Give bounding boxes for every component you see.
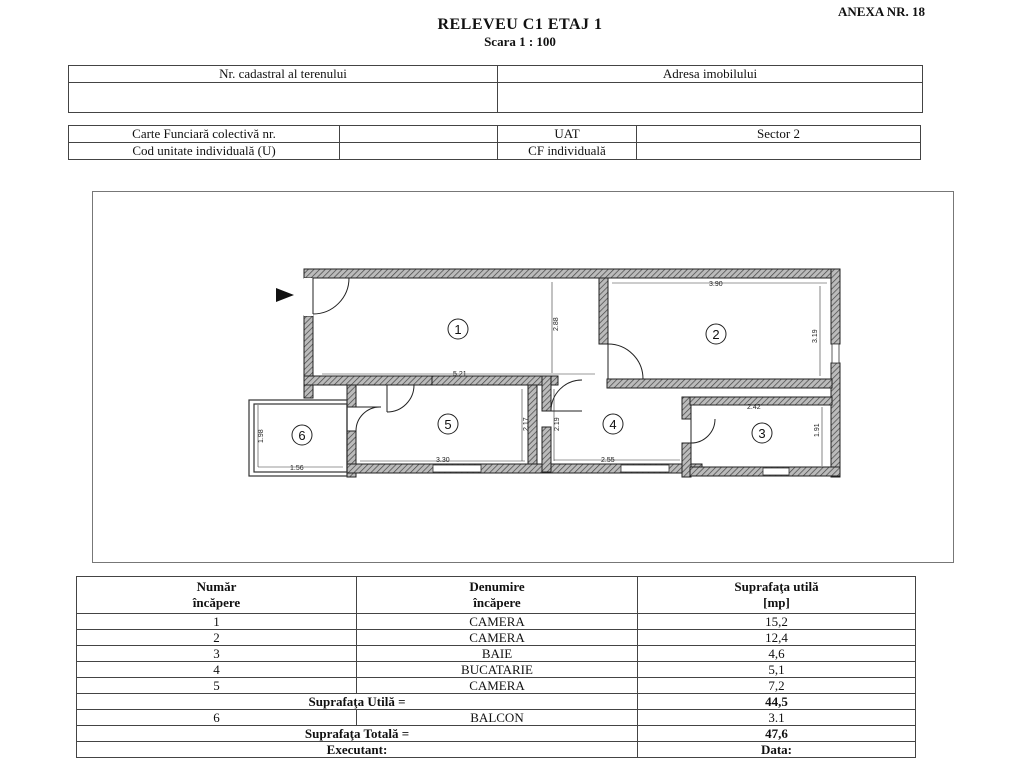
dim-room1-width: 5.21 [453,371,467,378]
registry-table [68,125,921,160]
carte-funciara-value [340,126,498,143]
wall-room1-room2 [599,278,608,344]
cf-individuala-label: CF individuală [498,143,637,160]
room-2-label: 2 [712,327,720,342]
header-name: Denumire încăpere [357,577,638,614]
wall-room4-left-lower [542,427,551,472]
floor-plan [92,191,952,561]
cf-individuala-value [637,143,921,160]
dim-room6-width: 1.56 [290,465,304,472]
total-area-row: Suprafaţa Totală = 47,6 [77,726,916,742]
table-row: 4 BUCATARIE 5,1 [77,662,916,678]
window-room4 [621,465,669,472]
cadastral-value [69,83,498,113]
address-value [498,83,923,113]
rooms-table [76,576,916,758]
table-row: 3 BAIE 4,6 [77,646,916,662]
annex-number: ANEXA NR. 18 [838,4,926,19]
scale-label: Scara 1 : 100 [484,34,556,49]
uat-label: UAT [498,126,637,143]
table-row: 1 CAMERA 15,2 [77,614,916,630]
room-4-label: 4 [609,417,617,432]
wall-room1-bottom-mid [432,376,558,385]
table-row: 5 CAMERA 7,2 [77,678,916,694]
dim-room2-height: 3.19 [812,329,819,343]
wall-room3-top [690,397,832,405]
dim-room4-height: 2.19 [554,417,561,431]
document-title: RELEVEU C1 ETAJ 1 [437,16,603,33]
header-number: Număr încăpere [77,577,357,614]
wall-top [304,269,840,278]
address-header: Adresa imobilului [498,66,923,83]
dim-room4-width: 2.55 [601,457,615,464]
carte-funciara-label: Carte Funciară colectivă nr. [69,126,340,143]
table-row: 6 BALCON 3.1 [77,710,916,726]
useful-area-row: Suprafaţa Utilă = 44,5 [77,694,916,710]
wall-room2-bottom [607,379,832,388]
table-row: 2 CAMERA 12,4 [77,630,916,646]
dim-room5-width: 3.30 [436,457,450,464]
wall-right-upper [831,269,840,344]
room-5-label: 5 [444,417,452,432]
window-room3 [763,468,789,475]
dim-room6-height: 1.98 [258,429,265,443]
land-info-table [68,65,923,113]
sector-value: Sector 2 [637,126,921,143]
cod-unitate-label: Cod unitate individuală (U) [69,143,340,160]
dim-room3-width: 2.42 [747,404,761,411]
executant-row: Executant: Data: [77,742,916,758]
window-room2 [832,344,839,363]
dim-room3-height: 1.91 [814,423,821,437]
dim-room2-width: 3.90 [709,281,723,288]
wall-room5-left-upper [347,385,356,407]
wall-room1-bottom-left [304,376,432,385]
room-6-label: 6 [298,428,306,443]
cadastral-header: Nr. cadastral al terenului [69,66,498,83]
header-area: Suprafaţa utilă [mp] [638,577,916,614]
dim-room5-height: 2.17 [523,417,530,431]
cod-unitate-value [340,143,498,160]
window-room5 [433,465,481,472]
entrance-arrow [276,288,294,302]
wall-left-room1 [304,316,313,398]
room-3-label: 3 [758,426,766,441]
room-1-label: 1 [454,322,462,337]
wall-room4-left-upper [542,376,551,411]
dim-room1-height: 2.88 [553,317,560,331]
